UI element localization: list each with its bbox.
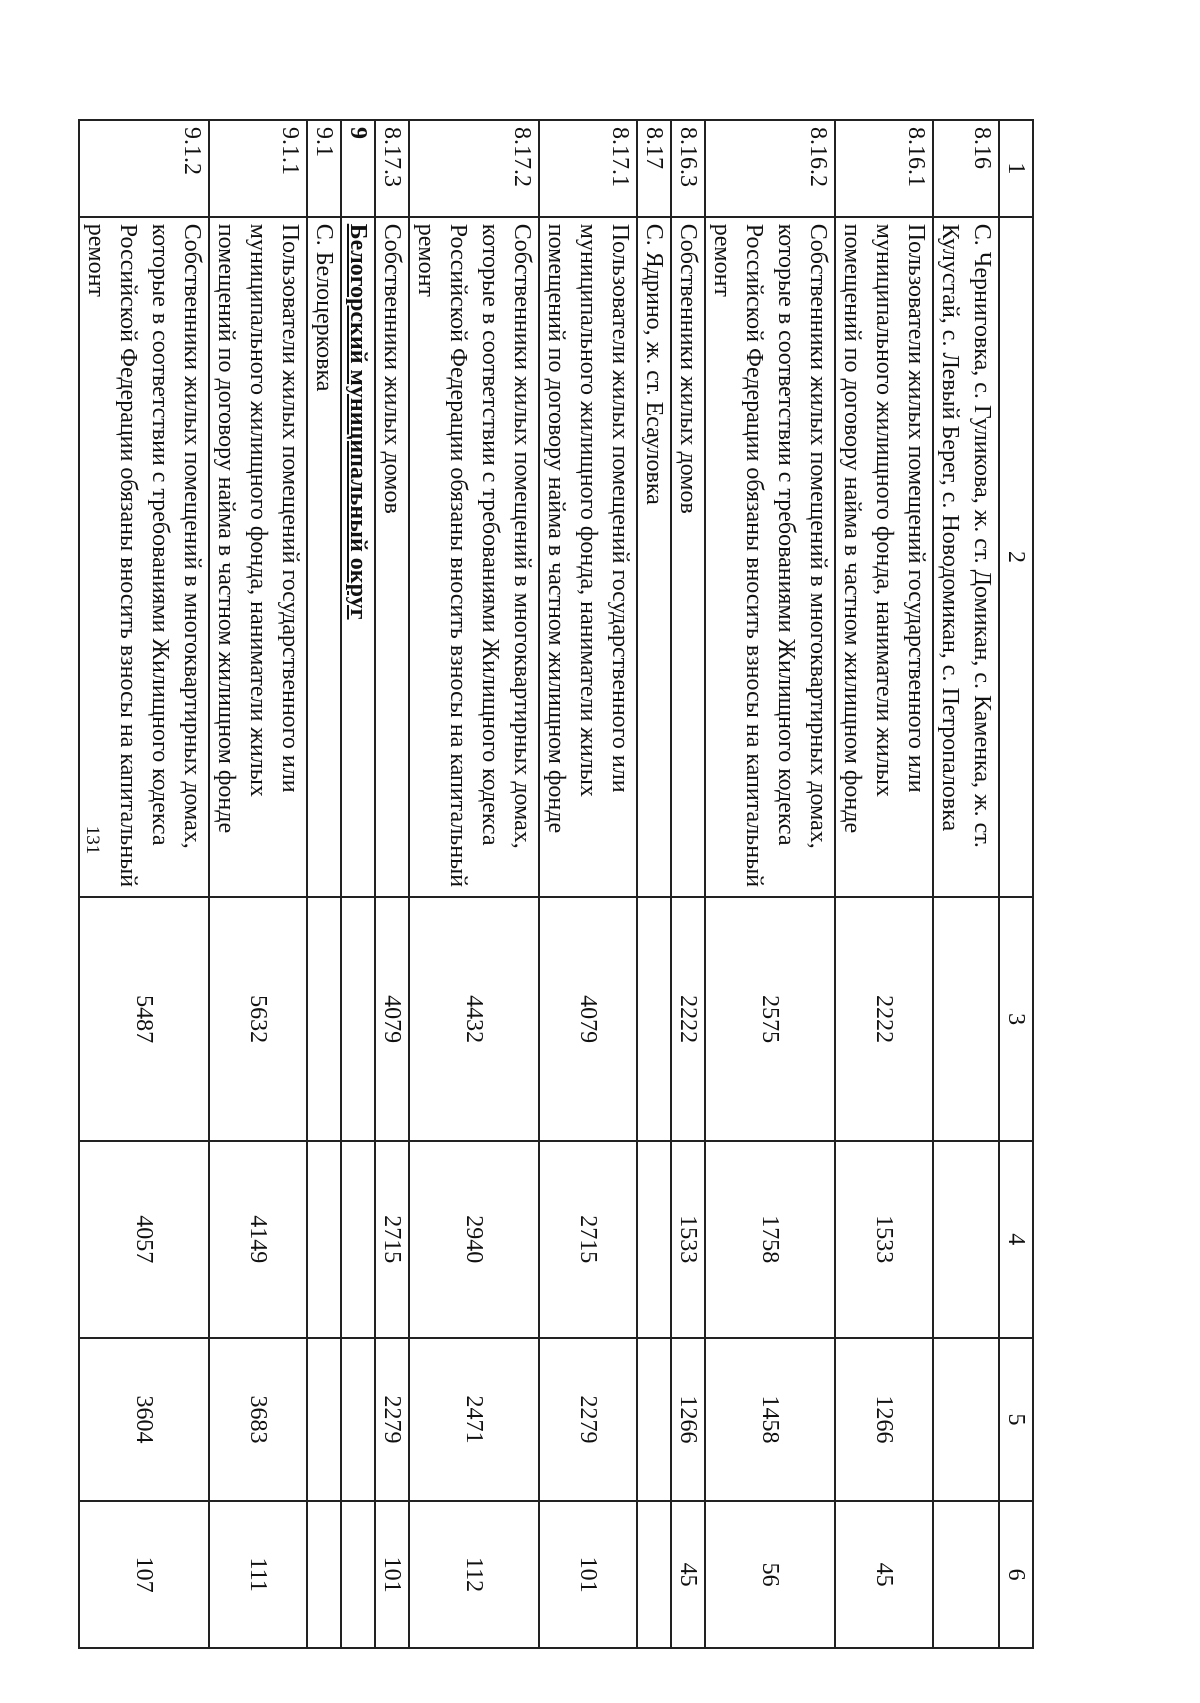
col6-value xyxy=(933,1501,999,1648)
col5-value xyxy=(637,1338,671,1501)
row-description: С. Ядрино, ж. ст. Есауловка xyxy=(637,217,671,898)
tariff-table xyxy=(78,119,1034,1649)
col5-value: 1266 xyxy=(671,1338,705,1501)
col4-value: 1533 xyxy=(835,1141,933,1338)
col5-value: 1458 xyxy=(705,1338,835,1501)
col5-value: 2279 xyxy=(539,1338,637,1501)
col6-value: 107 xyxy=(79,1501,209,1648)
row-id: 8.16.3 xyxy=(671,120,705,217)
col5-value: 3604 xyxy=(79,1338,209,1501)
col3-value: 4432 xyxy=(409,897,539,1141)
row-description: С. Белоцерковка xyxy=(307,217,341,898)
table-row xyxy=(933,120,999,1648)
row-id: 9 xyxy=(341,120,375,217)
col6-value: 101 xyxy=(375,1501,409,1648)
row-id: 8.17.3 xyxy=(375,120,409,217)
col5-value: 2279 xyxy=(375,1338,409,1501)
col4-value xyxy=(933,1141,999,1338)
table-row xyxy=(409,120,539,1648)
row-id: 8.17.2 xyxy=(409,120,539,217)
header-cell: 5 xyxy=(999,1338,1033,1501)
col4-value xyxy=(637,1141,671,1338)
header-cell: 6 xyxy=(999,1501,1033,1648)
row-description: Собственники жилых помещений в многоквартирных домах, которые в соответствии с требованиями Жилищного кодекса Российской Федерации обязаны вносить взносы на капитальный ремонт xyxy=(409,217,539,898)
col6-value xyxy=(341,1501,375,1648)
header-cell: 4 xyxy=(999,1141,1033,1338)
col3-value xyxy=(933,897,999,1141)
col4-value: 4057 xyxy=(79,1141,209,1338)
col6-value: 45 xyxy=(671,1501,705,1648)
header-cell: 2 xyxy=(999,217,1033,898)
header-row xyxy=(999,120,1033,1648)
table-row xyxy=(539,120,637,1648)
row-description: Пользователи жилых помещений государственного или муниципального жилищного фонда, наниматели жилых помещений по договору найма в частном жилищном фонде xyxy=(209,217,307,898)
col5-value: 1266 xyxy=(835,1338,933,1501)
col6-value: 111 xyxy=(209,1501,307,1648)
row-description: С. Черниговка, с. Гуликова, ж. ст. Домикан, с. Каменка, ж. ст. Кулустай, с. Левый Берег, с. Новодомикан, с. Петропаловка xyxy=(933,217,999,898)
table-row xyxy=(79,120,209,1648)
header-cell: 3 xyxy=(999,897,1033,1141)
table-row xyxy=(209,120,307,1648)
col6-value: 101 xyxy=(539,1501,637,1648)
header-cell: 1 xyxy=(999,120,1033,217)
row-description: Пользователи жилых помещений государственного или муниципального жилищного фонда, наниматели жилых помещений по договору найма в частном жилищном фонде xyxy=(835,217,933,898)
col3-value: 4079 xyxy=(539,897,637,1141)
col4-value: 1758 xyxy=(705,1141,835,1338)
col3-value: 2222 xyxy=(671,897,705,1141)
col4-value: 2715 xyxy=(375,1141,409,1338)
row-description: Собственники жилых домов xyxy=(671,217,705,898)
col6-value xyxy=(307,1501,341,1648)
row-id: 8.17 xyxy=(637,120,671,217)
col4-value: 2940 xyxy=(409,1141,539,1338)
table-row xyxy=(835,120,933,1648)
row-id: 9.1.1 xyxy=(209,120,307,217)
col5-value xyxy=(341,1338,375,1501)
table-row xyxy=(705,120,835,1648)
col3-value: 5632 xyxy=(209,897,307,1141)
col3-value: 4079 xyxy=(375,897,409,1141)
page-number: 131 xyxy=(82,825,103,855)
col3-value: 2222 xyxy=(835,897,933,1141)
row-description: Собственники жилых помещений в многоквартирных домах, которые в соответствии с требованиями Жилищного кодекса Российской Федерации обязаны вносить взносы на капитальный ремонт xyxy=(705,217,835,898)
row-id: 9.1.2 xyxy=(79,120,209,217)
col6-value: 45 xyxy=(835,1501,933,1648)
row-id: 9.1 xyxy=(307,120,341,217)
col6-value: 56 xyxy=(705,1501,835,1648)
col3-value: 2575 xyxy=(705,897,835,1141)
col5-value: 3683 xyxy=(209,1338,307,1501)
col4-value xyxy=(307,1141,341,1338)
table-row xyxy=(341,120,375,1648)
row-id: 8.16.2 xyxy=(705,120,835,217)
col4-value: 1533 xyxy=(671,1141,705,1338)
col3-value xyxy=(637,897,671,1141)
row-id: 8.16 xyxy=(933,120,999,217)
col4-value: 4149 xyxy=(209,1141,307,1338)
table-row xyxy=(671,120,705,1648)
table-row xyxy=(637,120,671,1648)
col5-value xyxy=(307,1338,341,1501)
col5-value: 2471 xyxy=(409,1338,539,1501)
table-row xyxy=(307,120,341,1648)
col5-value xyxy=(933,1338,999,1501)
row-description: Белогорский муниципальный округ xyxy=(341,217,375,898)
table-row xyxy=(375,120,409,1648)
row-description: Собственники жилых помещений в многоквартирных домах, которые в соответствии с требованиями Жилищного кодекса Российской Федерации обязаны вносить взносы на капитальный ремонт xyxy=(79,217,209,898)
row-id: 8.17.1 xyxy=(539,120,637,217)
row-description: Пользователи жилых помещений государственного или муниципального жилищного фонда, наниматели жилых помещений по договору найма в частном жилищном фонде xyxy=(539,217,637,898)
row-id: 8.16.1 xyxy=(835,120,933,217)
row-description: Собственники жилых домов xyxy=(375,217,409,898)
col3-value xyxy=(341,897,375,1141)
col4-value: 2715 xyxy=(539,1141,637,1338)
col3-value xyxy=(307,897,341,1141)
col4-value xyxy=(341,1141,375,1338)
col3-value: 5487 xyxy=(79,897,209,1141)
col6-value xyxy=(637,1501,671,1648)
col6-value: 112 xyxy=(409,1501,539,1648)
